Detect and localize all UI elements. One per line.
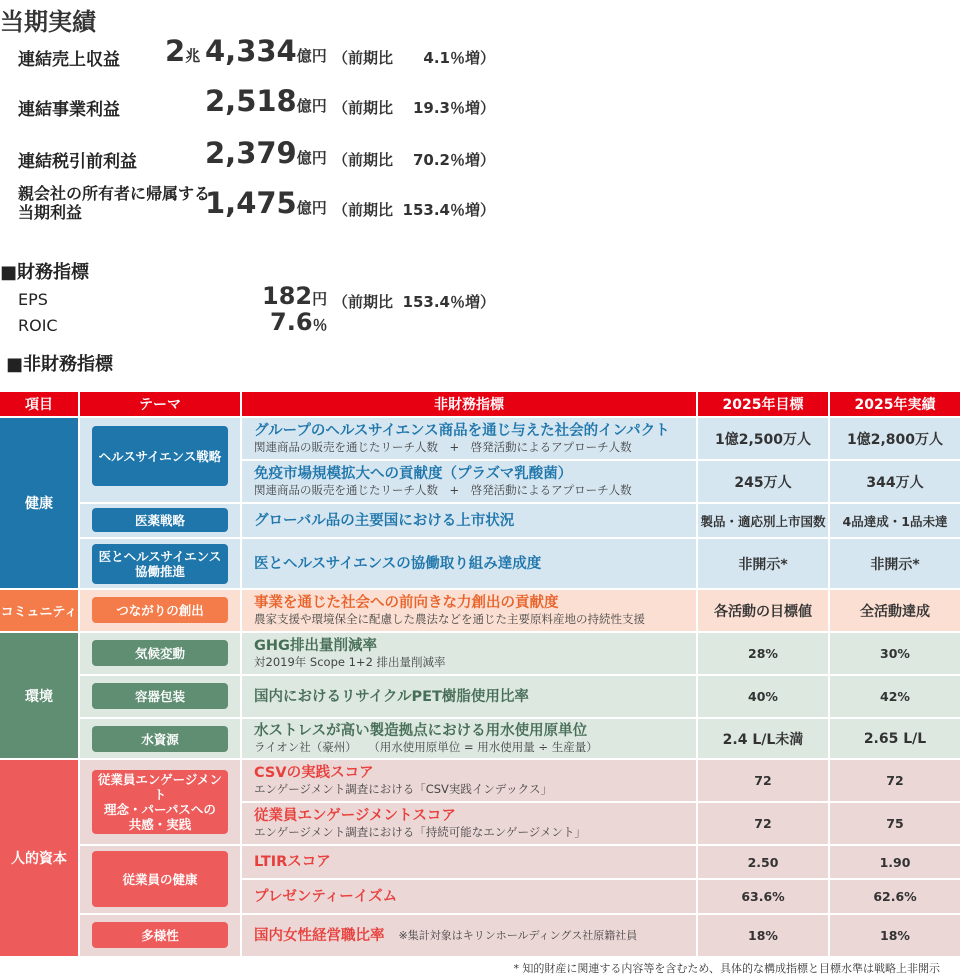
target-value: 各活動の目標値 — [698, 590, 828, 631]
actual-value: 344万人 — [830, 461, 960, 502]
actual-value: 30% — [830, 633, 960, 674]
theme-pharma: 医薬戦略 — [92, 508, 228, 532]
target-value: 1億2,500万人 — [698, 418, 828, 459]
target-value: 18% — [698, 915, 828, 956]
category-health: 健康 — [0, 418, 78, 588]
result-value: 1,475億円 — [205, 186, 327, 220]
actual-value: 1億2,800万人 — [830, 418, 960, 459]
category-environment: 環境 — [0, 633, 78, 758]
footnote: * 知的財産に関連する内容等を含むため、具体的な構成指標と目標水準は戦略上非開示 — [513, 962, 940, 975]
actual-value: 72 — [830, 760, 960, 801]
page-title: 当期実績 — [0, 8, 96, 36]
result-compare: （前期比 — [333, 151, 394, 169]
nonfinancial-title: ■非財務指標 — [6, 354, 114, 375]
category-community: コミュニティ — [0, 590, 78, 631]
result-value: 2,518億円 — [205, 84, 327, 118]
indicator-row: 水ストレスが高い製造拠点における用水使用原単位 ライオン社（豪州） （用水使用原単位 = 用水使用量 ÷ 生産量） — [242, 719, 696, 758]
actual-value: 62.6% — [830, 880, 960, 913]
roic-label: ROIC — [18, 316, 58, 335]
actual-value: 全活動達成 — [830, 590, 960, 631]
result-label: 連結売上収益 — [18, 50, 120, 70]
target-value: 245万人 — [698, 461, 828, 502]
eps-change: 153.4％増） — [402, 293, 495, 311]
target-value: 製品・適応別上市国数 — [698, 504, 828, 537]
result-value-prefix: 2兆 — [165, 34, 201, 68]
header-target: 2025年目標 — [698, 392, 828, 416]
indicator-row: 免疫市場規模拡大への貢献度（プラズマ乳酸菌） 関連商品の販売を通じたリーチ人数 + 啓発活動によるアプローチ人数 — [242, 461, 696, 502]
indicator-row: 国内女性経営職比率 ※集計対象はキリンホールディングス社原籍社員 — [242, 915, 696, 956]
header-theme: テーマ — [80, 392, 240, 416]
target-value: 40% — [698, 676, 828, 717]
theme-climate: 気候変動 — [92, 640, 228, 666]
header-actual: 2025年実績 — [830, 392, 960, 416]
eps-value: 182円 — [262, 282, 328, 310]
actual-value: 18% — [830, 915, 960, 956]
result-compare: （前期比 — [333, 49, 394, 67]
theme-engagement: 従業員エンゲージメント 理念・パーパスへの 共感・実践 — [92, 770, 228, 834]
header-item: 項目 — [0, 392, 78, 416]
actual-value: 非開示* — [830, 539, 960, 588]
target-value: 28% — [698, 633, 828, 674]
theme-health-science: ヘルスサイエンス戦略 — [92, 426, 228, 486]
indicator-row: 国内におけるリサイクルPET樹脂使用比率 — [242, 676, 696, 717]
actual-value: 4品達成・1品未達 — [830, 504, 960, 537]
indicator-row: グループのヘルスサイエンス商品を通じ与えた社会的インパクト 関連商品の販売を通じたリーチ人数 + 啓発活動によるアプローチ人数 — [242, 418, 696, 459]
indicator-row: 従業員エンゲージメントスコア エンゲージメント調査における「持続可能なエンゲージメント」 — [242, 803, 696, 844]
indicator-row: 事業を通じた社会への前向きな力創出の貢献度 農家支援や環境保全に配慮した農法などを通じた主要原料産地の持続性支援 — [242, 590, 696, 631]
result-value: 4,334億円 — [205, 34, 327, 68]
indicator-row: GHG排出量削減率 対2019年 Scope 1+2 排出量削減率 — [242, 633, 696, 674]
actual-value: 75 — [830, 803, 960, 844]
theme-packaging: 容器包装 — [92, 683, 228, 709]
roic-value: 7.6％ — [270, 308, 328, 336]
target-value: 2.50 — [698, 846, 828, 878]
theme-diversity: 多様性 — [92, 922, 228, 948]
theme-collaboration: 医とヘルスサイエンス 協働推進 — [92, 544, 228, 584]
result-change: 70.2％増） — [412, 151, 495, 169]
theme-water: 水資源 — [92, 726, 228, 752]
target-value: 72 — [698, 760, 828, 801]
result-value: 2,379億円 — [205, 136, 327, 170]
result-label: 親会社の所有者に帰属する 当期利益 — [18, 184, 211, 222]
result-compare: （前期比 — [333, 99, 394, 117]
target-value: 72 — [698, 803, 828, 844]
result-label: 連結税引前利益 — [18, 152, 137, 172]
indicator-row: CSVの実践スコア エンゲージメント調査における「CSV実践インデックス」 — [242, 760, 696, 801]
theme-connection: つながりの創出 — [92, 597, 228, 623]
indicator-row: 医とヘルスサイエンスの協働取り組み達成度 — [242, 539, 696, 588]
result-change: 4.1％増） — [423, 49, 495, 67]
result-change: 153.4％増） — [402, 201, 495, 219]
result-compare: （前期比 — [333, 201, 394, 219]
eps-label: EPS — [18, 290, 48, 309]
theme-employee-health: 従業員の健康 — [92, 851, 228, 907]
target-value: 非開示* — [698, 539, 828, 588]
indicator-row: LTIRスコア — [242, 846, 696, 878]
category-human-capital: 人的資本 — [0, 760, 78, 956]
target-value: 2.4 L/L未満 — [698, 719, 828, 758]
result-label: 連結事業利益 — [18, 100, 120, 120]
actual-value: 2.65 L/L — [830, 719, 960, 758]
result-change: 19.3％増） — [412, 99, 495, 117]
financial-title: ■財務指標 — [0, 262, 90, 283]
target-value: 63.6% — [698, 880, 828, 913]
indicator-row: プレゼンティーイズム — [242, 880, 696, 913]
actual-value: 42% — [830, 676, 960, 717]
indicator-row: グローバル品の主要国における上市状況 — [242, 504, 696, 537]
eps-compare: （前期比 — [333, 293, 394, 311]
actual-value: 1.90 — [830, 846, 960, 878]
header-indicator: 非財務指標 — [242, 392, 696, 416]
